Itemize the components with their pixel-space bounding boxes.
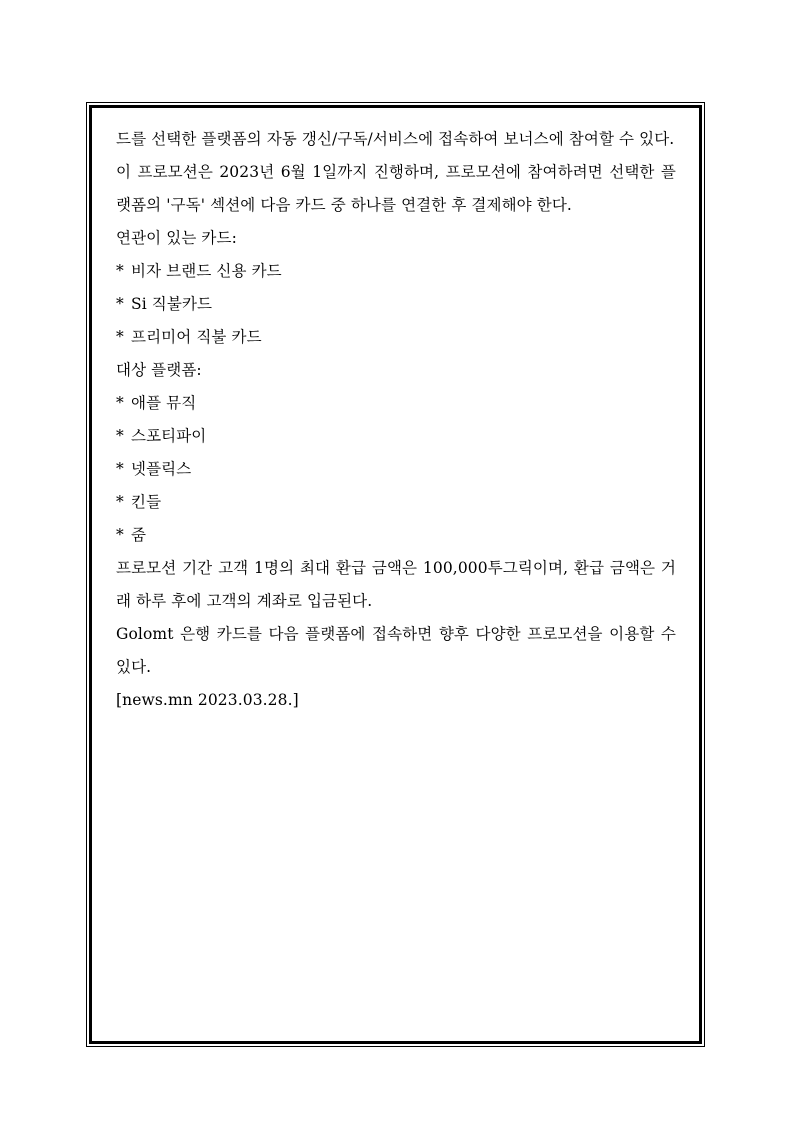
bullet-icon: * — [116, 295, 124, 313]
list-item — [116, 420, 676, 453]
platforms-heading: 대상 플랫폼: — [116, 361, 202, 379]
paragraph-refund: 프로모션 기간 고객 1명의 최대 환급 금액은 100,000투그릭이며, 환급 금액은 거래 하루 후에 고객의 계좌로 입금된다. — [116, 559, 676, 610]
platform-item: 킨들 — [131, 493, 162, 511]
card-item: Si 직불카드 — [131, 295, 213, 313]
card-item: 비자 브랜드 신용 카드 — [131, 262, 282, 280]
bullet-icon: * — [116, 493, 124, 511]
platform-item: 줌 — [131, 526, 147, 544]
list-item — [116, 321, 676, 354]
bullet-icon: * — [116, 262, 124, 280]
platform-item: 스포티파이 — [131, 427, 207, 445]
bullet-icon: * — [116, 526, 124, 544]
document-body — [116, 123, 676, 717]
cards-heading: 연관이 있는 카드: — [116, 229, 237, 247]
list-item — [116, 288, 676, 321]
paragraph-future-promotions: Golomt 은행 카드를 다음 플랫폼에 접속하면 향후 다양한 프로모션을 이용할 수 있다. — [116, 625, 676, 676]
platform-item: 애플 뮤직 — [131, 394, 197, 412]
paragraph-promotion-period: 이 프로모션은 2023년 6월 1일까지 진행하며, 프로모션에 참여하려면 선택한 플랫폼의 '구독' 섹션에 다음 카드 중 하나를 연결한 후 결제해야 한다. — [116, 163, 676, 214]
bullet-icon: * — [116, 460, 124, 478]
paragraph-intro: 드를 선택한 플랫폼의 자동 갱신/구독/서비스에 접속하여 보너스에 참여할 수 있다. — [116, 130, 675, 148]
list-item — [116, 255, 676, 288]
source-citation: [news.mn 2023.03.28.] — [116, 691, 299, 709]
list-item — [116, 387, 676, 420]
platform-item: 넷플릭스 — [131, 460, 192, 478]
bullet-icon: * — [116, 394, 124, 412]
list-item — [116, 519, 676, 552]
bullet-icon: * — [116, 427, 124, 445]
bullet-icon: * — [116, 328, 124, 346]
list-item — [116, 453, 676, 486]
list-item — [116, 486, 676, 519]
card-item: 프리미어 직불 카드 — [131, 328, 262, 346]
